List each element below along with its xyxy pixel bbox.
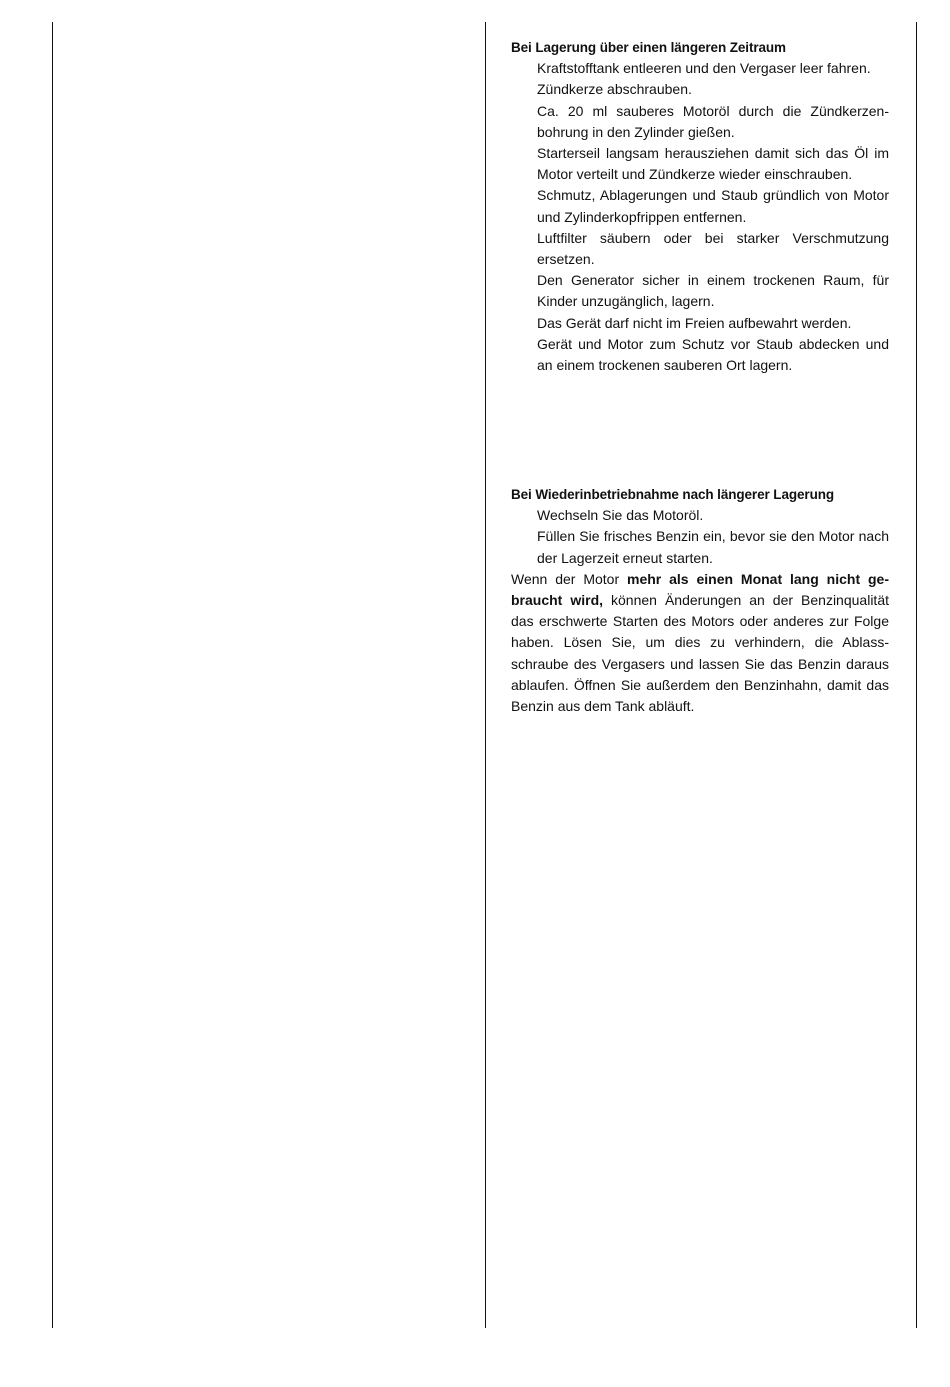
storage-item: Den Generator sicher in einem trockenen Raum, für Kinder unzugänglich, lagern. [537,272,889,310]
restart-item: Füllen Sie frisches Benzin ein, bevor sie den Motor nach der Lagerzeit erneut starten. [537,528,889,566]
restart-heading: Bei Wiederinbetriebnahme nach längerer Lagerung [511,487,835,502]
restart-paragraph-start: Wenn der Motor [511,570,627,587]
storage-section [511,37,889,376]
restart-paragraph [511,569,889,717]
column-rule-right [916,22,917,1328]
storage-item: Zündkerze abschrauben. [537,81,692,98]
restart-paragraph-emphasis: mehr als einen Monat lang nicht gebraucht wird, [511,570,890,609]
storage-item: Luftfilter säubern oder bei starker Verschmutzung ersetzen. [537,229,889,268]
restart-paragraph-end: können Änderungen an der Benzinqualität das erschwerte Starten des Motors oder anderes zur Folge haben. Lösen Sie, um dies zu verhindern, die Ablassschraube des Vergasers und lassen Sie das Benzin daraus ablaufen. Öffnen Sie außerdem den Benzinhahn, damit das Benzin aus dem Tank abläuft. [511,592,889,715]
storage-item: Ca. 20 ml sauberes Motoröl durch die Zündkerzen-bohrung in den Zylinder gießen. [537,102,889,140]
storage-item: Schmutz, Ablagerungen und Staub gründlich von Motor und Zylinderkopfrippen entfernen. [537,187,889,225]
column-rule-left [52,22,53,1328]
storage-item: Starterseil langsam herausziehen damit sich das Öl im Motor verteilt und Zündkerze wieder einschrauben. [537,145,889,183]
storage-item: Gerät und Motor zum Schutz vor Staub abdecken und an einem trockenen sauberen Ort lagern. [537,335,889,374]
column-rule-middle [485,22,486,1328]
storage-heading: Bei Lagerung über einen längeren Zeitraum [511,40,786,55]
storage-item: Kraftstofftank entleeren und den Vergaser leer fahren. [537,60,871,77]
restart-section [511,484,889,717]
storage-item: Das Gerät darf nicht im Freien aufbewahrt werden. [537,314,852,331]
restart-item: Wechseln Sie das Motoröl. [537,507,704,524]
